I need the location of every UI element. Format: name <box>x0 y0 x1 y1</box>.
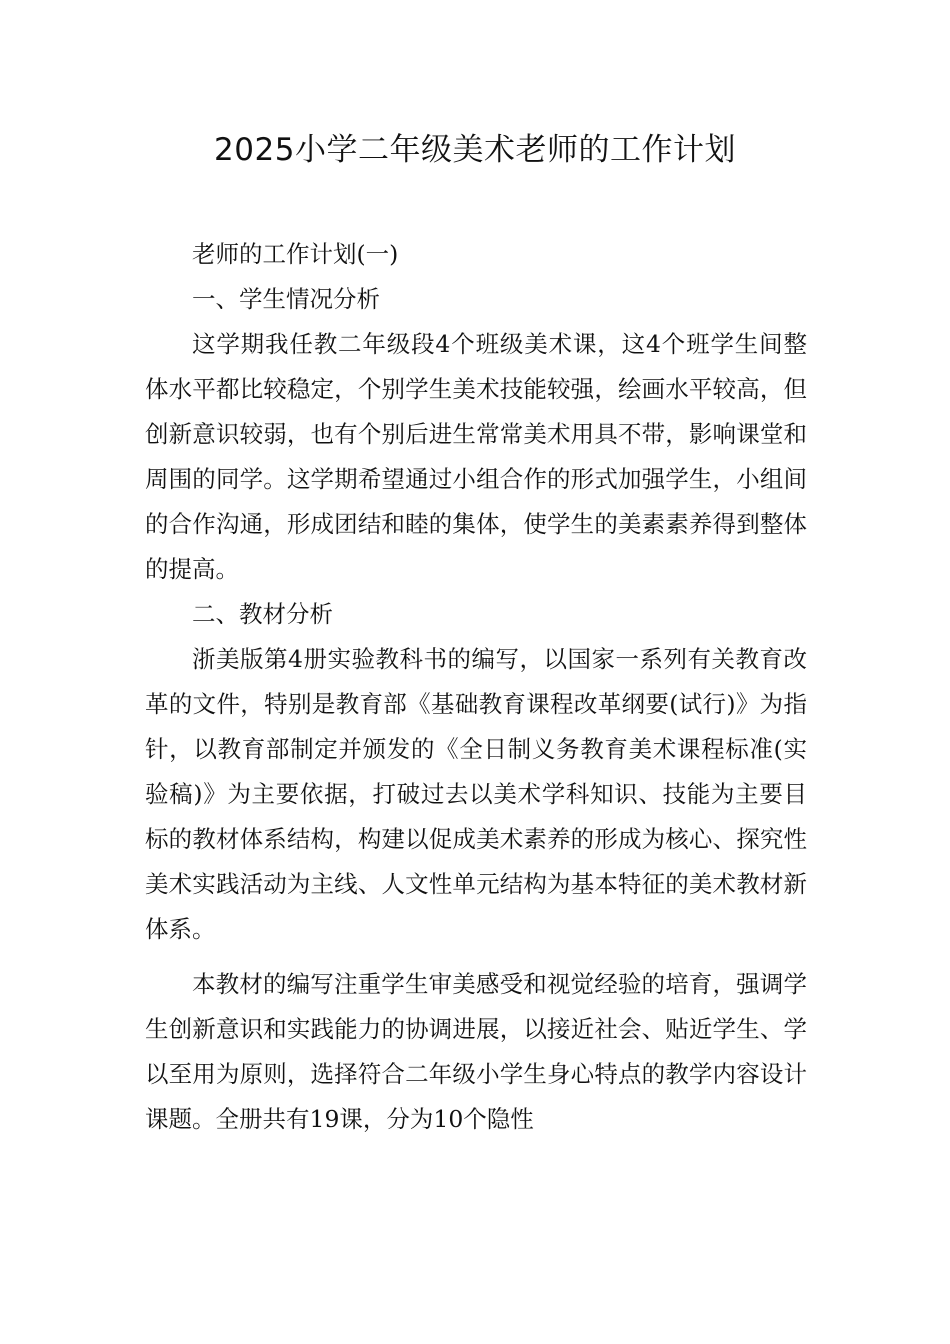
document-body <box>145 232 807 1142</box>
paragraph-textbook-features: 本教材的编写注重学生审美感受和视觉经验的培育，强调学生创新意识和实践能力的协调进展，以接近社会、贴近学生、学以至用为原则，选择符合二年级小学生身心特点的教学内容设计课题。全册共有19课，分为10个隐性 <box>145 970 807 1133</box>
paragraph-textbook-analysis: 浙美版第4册实验教科书的编写，以国家一系列有关教育改革的文件，特别是教育部《基础教育课程改革纲要(试行)》为指针，以教育部制定并颁发的《全日制义务教育美术课程标准(实验稿)》为主要依据，打破过去以美术学科知识、技能为主要目标的教材体系结构，构建以促成美术素养的形成为核心、探究性美术实践活动为主线、人文性单元结构为基本特征的美术教材新体系。 <box>145 645 807 943</box>
section-heading-textbook: 二、教材分析 <box>192 600 333 628</box>
document-title: 2025小学二年级美术老师的工作计划 <box>214 132 736 168</box>
section-heading-plan: 老师的工作计划(一) <box>192 240 399 268</box>
paragraph-students-analysis: 这学期我任教二年级段4个班级美术课，这4个班学生间整体水平都比较稳定，个别学生美术技能较强，绘画水平较高，但创新意识较弱，也有个别后进生常常美术用具不带，影响课堂和周围的同学。这学期希望通过小组合作的形式加强学生，小组间的合作沟通，形成团结和睦的集体，使学生的美素素养得到整体的提高。 <box>145 330 807 583</box>
section-heading-students: 一、学生情况分析 <box>192 285 380 313</box>
